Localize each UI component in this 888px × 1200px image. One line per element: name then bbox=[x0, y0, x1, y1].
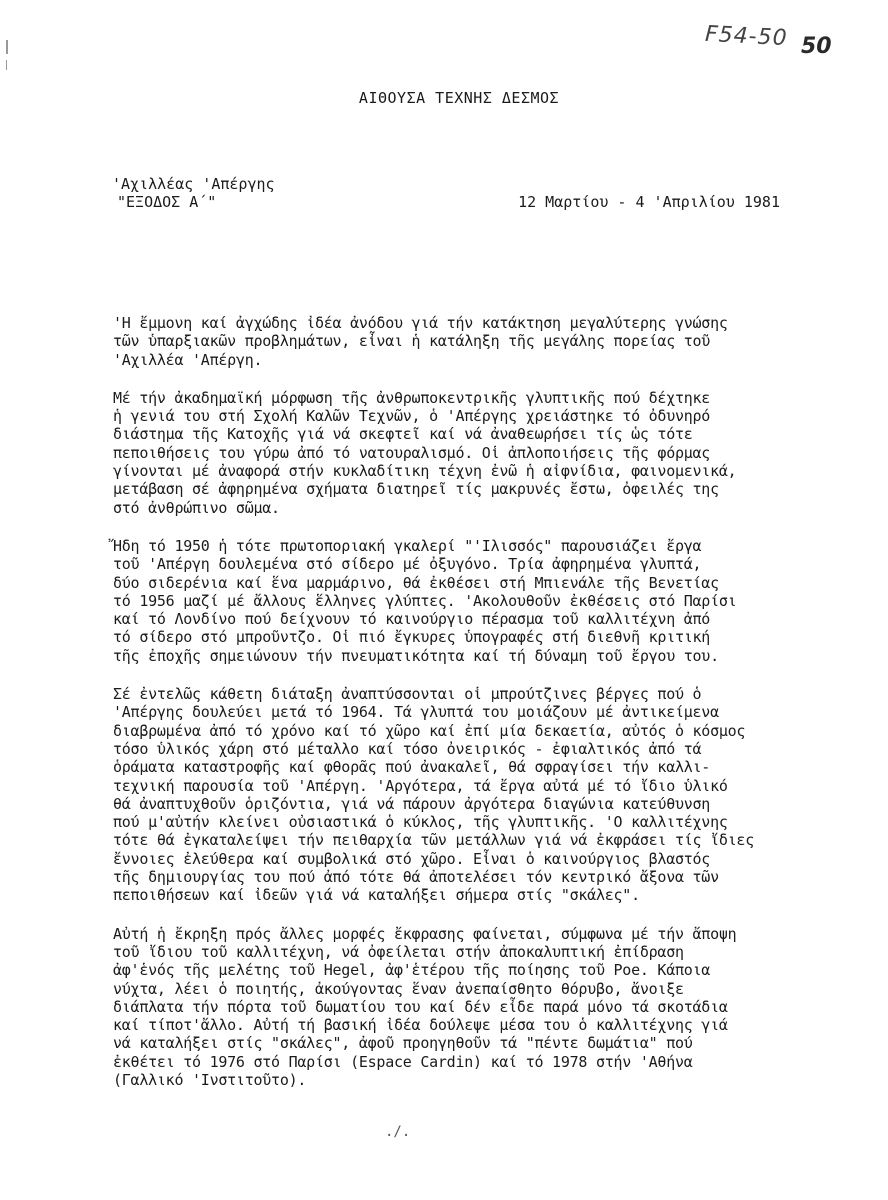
text-line: τό σίδερο στό μπροῦντζο. Οἱ πιό ἔγκυρες ὑπογραφές στή διεθνῆ κριτική bbox=[113, 628, 711, 647]
text-line: νά καταλήξει στίς "σκάλες", ἀφοῦ προηγηθοῦν τά "πέντε δωμάτια" πού bbox=[113, 1034, 693, 1053]
text-line: ἐκθέτει τό 1976 στό Παρίσι (Espace Cardin) καί τό 1978 στήν 'Αθήνα bbox=[113, 1052, 693, 1071]
text-line: 'Απέργης δουλεύει μετά τό 1964. Τά γλυπτά του μοιάζουν μέ ἀντικείμενα bbox=[113, 703, 719, 722]
paragraph bbox=[113, 925, 793, 1090]
text-line: (Γαλλικό 'Ινστιτοῦτο). bbox=[113, 1070, 307, 1089]
body-text bbox=[113, 314, 793, 1109]
text-line: Αὐτή ἡ ἔκρηξη πρός ἄλλες μορφές ἔκφρασης φαίνεται, σύμφωνα μέ τήν ἄποψη bbox=[113, 924, 737, 943]
continuation-mark: ./. bbox=[385, 1124, 411, 1140]
text-line: τῆς δημιουργίας του πού ἀπό τότε θά ἀποτελέσει τόν κεντρικό ἄξονα τῶν bbox=[113, 868, 719, 887]
text-line: Ἤδη τό 1950 ἡ τότε πρωτοποριακή γκαλερί "'Ιλισσός" παρουσιάζει ἔργα bbox=[113, 536, 702, 555]
text-line: ἀφ'ἑνός τῆς μελέτης τοῦ Hegel, ἀφ'ἑτέρου τῆς ποίησης τοῦ Poe. Κάποια bbox=[113, 961, 711, 980]
text-line: μετάβαση σέ ἀφηρημένα σχήματα διατηρεῖ τίς μακρυνές ἔστω, ὀφειλές της bbox=[113, 480, 719, 499]
paragraph bbox=[113, 389, 793, 517]
text-line: τοῦ ἴδιου τοῦ καλλιτέχνη, νά ὀφείλεται στήν ἀποκαλυπτική ἐπίδραση bbox=[113, 942, 684, 961]
text-line: διάστημα τῆς Κατοχῆς γιά νά σκεφτεῖ καί νά ἀναθεωρήσει τίς ὡς τότε bbox=[113, 425, 693, 444]
text-line: ἡ γενιά του στή Σχολή Καλῶν Τεχνῶν, ὁ 'Απέργης χρειάστηκε τό ὀδυνηρό bbox=[113, 407, 711, 426]
gallery-heading: ΑΙΘΟΥΣΑ ΤΕΧΝΗΣ ΔΕΣΜΟΣ bbox=[358, 89, 560, 107]
text-line: τῶν ὑπαρξιακῶν προβλημάτων, εἶναι ἡ κατάληξη τῆς μεγάλης πορείας τοῦ bbox=[113, 332, 711, 351]
text-line: καί τίποτ'ἄλλο. Αὐτή τή βασική ἰδέα δούλεψε μέσα του ὁ καλλιτέχνης γιά bbox=[113, 1016, 728, 1035]
paragraph bbox=[113, 685, 793, 905]
text-line: δύο σιδερένια καί ἕνα μαρμάρινο, θά ἐκθέσει στή Μπιενάλε τῆς Βενετίας bbox=[113, 573, 719, 592]
text-line: θά ἀναπτυχθοῦν ὁριζόντια, γιά νά πάρουν ἀργότερα διαγώνια κατεύθυνση bbox=[113, 794, 711, 813]
exhibition-title: "ΕΞΟΔΟΣ Α΄" bbox=[117, 193, 217, 211]
text-line: Μέ τήν ἀκαδημαϊκή μόρφωση τῆς ἀνθρωποκεντρικῆς γλυπτικῆς πού δέχτηκε bbox=[113, 388, 711, 407]
text-line: τό 1956 μαζί μέ ἄλλους ἕλληνες γλύπτες. 'Ακολουθοῦν ἐκθέσεις στό Παρίσι bbox=[113, 591, 737, 610]
text-line: καί τό Λονδίνο πού δείχνουν τό καινούργιο πέρασμα τοῦ καλλιτέχνη ἀπό bbox=[113, 610, 711, 629]
text-line: τεχνική παρουσία τοῦ 'Απέργη. 'Αργότερα, τά ἔργα αὐτά μέ τό ἴδιο ὑλικό bbox=[113, 776, 728, 795]
text-line: τόσο ὑλικός χάρη στό μέταλλο καί τόσο ὀνειρικός - ἐφιαλτικός ἀπό τά bbox=[113, 739, 702, 758]
text-line: ἔννοιες ἐλεύθερα καί συμβολικά στό χῶρο. Εἶναι ὁ καινούργιος βλαστός bbox=[113, 849, 711, 868]
margin-mark bbox=[6, 60, 7, 70]
margin-mark bbox=[6, 40, 8, 54]
exhibition-dates: 12 Μαρτίου - 4 'Απριλίου 1981 bbox=[518, 193, 780, 211]
text-line: διαβρωμένα ἀπό τό χρόνο καί τό χῶρο καί ἐπί μία δεκαετία, αὐτός ὁ κόσμος bbox=[113, 721, 746, 740]
text-line: 'Η ἔμμονη καί ἀγχώδης ἰδέα ἀνόδου γιά τήν κατάκτηση μεγαλύτερης γνώσης bbox=[113, 314, 728, 332]
text-line: πεποιθήσεων καί ἰδεῶν γιά νά καταλήξει σήμερα στίς "σκάλες". bbox=[113, 886, 640, 905]
text-line: Σέ ἐντελῶς κάθετη διάταξη ἀναπτύσσονται οἱ μπρούτζινες βέργες πού ὁ bbox=[113, 685, 702, 704]
paragraph bbox=[113, 537, 793, 665]
text-line: τοῦ 'Απέργη δουλεμένα στό σίδερο μέ ὀξυγόνο. Τρία ἀφηρημένα γλυπτά, bbox=[113, 555, 702, 574]
text-line: γίνονται μέ ἀναφορά στήν κυκλαδίτικη τέχνη ἐνῶ ἡ αἰφνίδια, φαινομενικά, bbox=[113, 462, 737, 481]
text-line: πεποιθήσεις του γύρω ἀπό τό νατουραλισμό. Οἱ ἁπλοποιήσεις τῆς φόρμας bbox=[113, 443, 711, 462]
paragraph bbox=[113, 314, 793, 369]
text-line: τότε θά ἐγκαταλείψει τήν πειθαρχία τῶν μετάλλων γιά νά ἐκφράσει τίς ἴδιες bbox=[113, 831, 754, 850]
handwritten-reference: F54-50 bbox=[704, 21, 789, 52]
artist-name: 'Αχιλλέας 'Απέργης bbox=[112, 175, 275, 193]
text-line: ὁράματα καταστροφῆς καί φθορᾶς πού ἀνακαλεῖ, θά σφραγίσει τήν καλλι- bbox=[113, 758, 711, 777]
text-line: 'Αχιλλέα 'Απέργη. bbox=[113, 350, 263, 369]
text-line: διάπλατα τήν πόρτα τοῦ δωματίου του καί δέν εἶδε παρά μόνο τά σκοτάδια bbox=[113, 997, 728, 1016]
text-line: νύχτα, λέει ὁ ποιητής, ἀκούγοντας ἕναν ἀνεπαίσθητο θόρυβο, ἄνοιξε bbox=[113, 979, 684, 998]
text-line: πού μ'αὐτήν κλείνει οὐσιαστικά ὁ κύκλος, τῆς γλυπτικῆς. 'Ο καλλιτέχνης bbox=[113, 813, 728, 832]
text-line: τῆς ἐποχῆς σημειώνουν τήν πνευματικότητα καί τή δύναμη τοῦ ἔργου του. bbox=[113, 646, 719, 665]
text-line: στό ἀνθρώπινο σῶμα. bbox=[113, 498, 280, 517]
handwritten-page-number: 50 bbox=[801, 34, 832, 59]
